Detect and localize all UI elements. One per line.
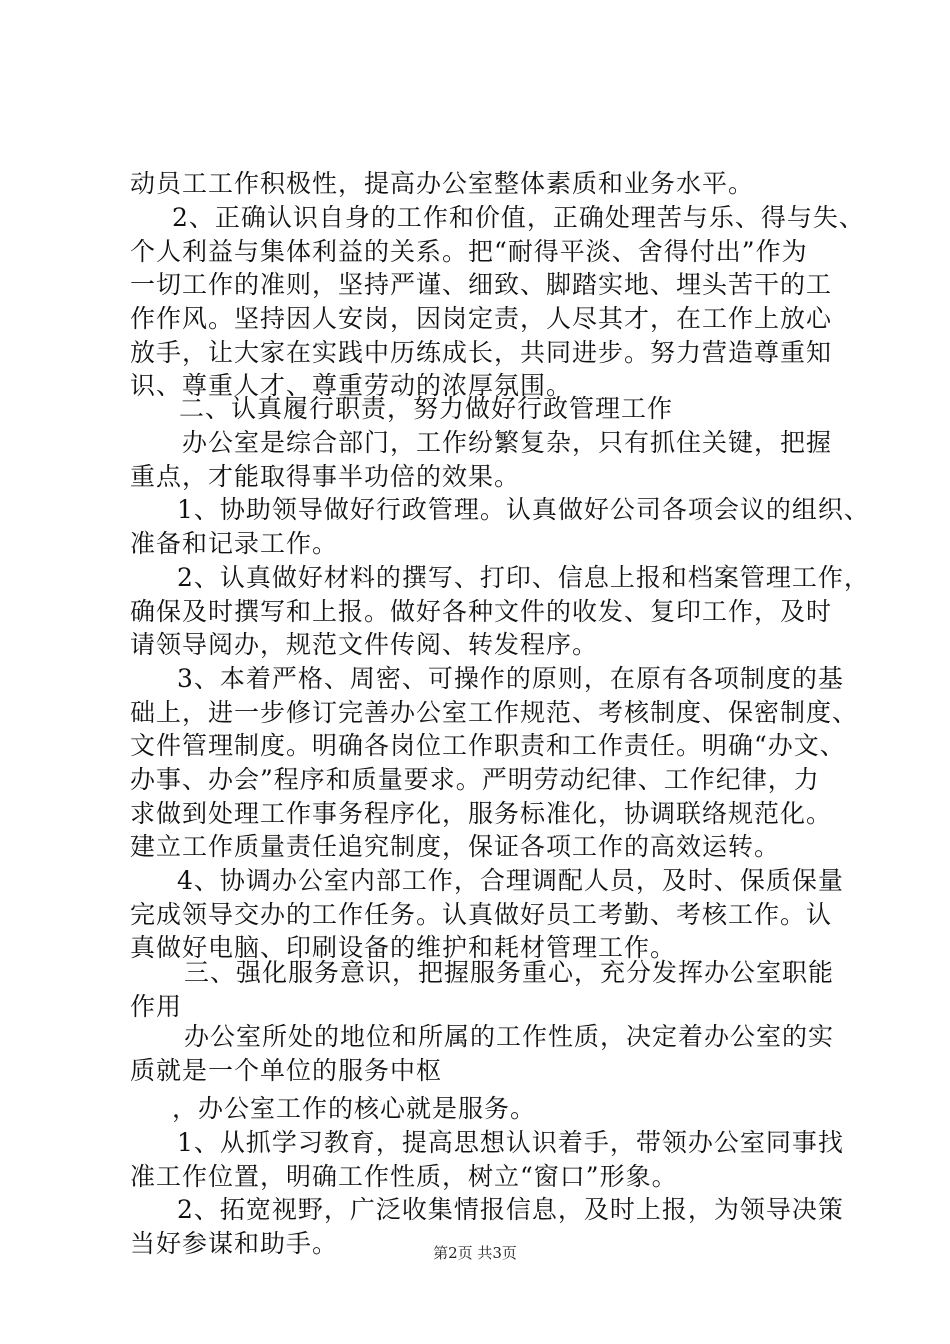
section-heading: 二、认真履行职责，努力做好行政管理工作	[179, 394, 674, 423]
text-line: 2、认真做好材料的撰写、打印、信息上报和档案管理工作，	[177, 563, 870, 592]
text-line: 准备和记录工作。	[130, 529, 339, 558]
text-line: 文件管理制度。明确各岗位工作职责和工作责任。明确“办文、	[130, 731, 846, 760]
text-line: 质就是一个单位的服务中枢	[130, 1056, 443, 1085]
section-heading: 三、强化服务意识，把握服务重心，充分发挥办公室职能	[184, 958, 835, 987]
text-line: 识、尊重人才、尊重劳动的浓厚氛围。	[130, 371, 573, 400]
text-line: 办公室所处的地位和所属的工作性质，决定着办公室的实	[184, 1022, 835, 1051]
text-line: 真做好电脑、印刷设备的维护和耗材管理工作。	[130, 933, 677, 962]
text-line: 求做到处理工作事务程序化，服务标准化，协调联络规范化。	[130, 799, 833, 828]
text-line: ，办公室工作的核心就是服务。	[172, 1094, 537, 1123]
text-line: 个人利益与集体利益的关系。把“耐得平淡、舍得付出”作为	[130, 237, 808, 266]
text-line: 础上，进一步修订完善办公室工作规范、考核制度、保密制度、	[130, 698, 859, 727]
page-number-footer: 第2页 共3页	[433, 1244, 517, 1262]
text-line: 准工作位置，明确工作性质，树立“窗口”形象。	[130, 1162, 678, 1191]
text-line: 完成领导交办的工作任务。认真做好员工考勤、考核工作。认	[130, 900, 833, 929]
text-line: 放手，让大家在实践中历练成长，共同进步。努力营造尊重知	[130, 338, 833, 367]
text-line: 确保及时撰写和上报。做好各种文件的收发、复印工作，及时	[130, 597, 833, 626]
text-line: 作作风。坚持因人安岗，因岗定责，人尽其才，在工作上放心	[130, 304, 833, 333]
section-heading-continued: 作用	[130, 992, 183, 1021]
text-line: 1、协助领导做好行政管理。认真做好公司各项会议的组织、	[177, 495, 870, 524]
text-line: 建立工作质量责任追究制度，保证各项工作的高效运转。	[130, 832, 781, 861]
text-line: 3、本着严格、周密、可操作的原则，在原有各项制度的基	[177, 664, 844, 693]
text-line: 动员工工作积极性，提高办公室整体素质和业务水平。	[130, 169, 755, 198]
text-line: 办事、办会”程序和质量要求。严明劳动纪律、工作纪律，力	[130, 765, 820, 794]
text-line: 2、拓宽视野，广泛收集情报信息，及时上报，为领导决策	[177, 1195, 844, 1224]
text-line: 2、正确认识自身的工作和价值，正确处理苦与乐、得与失、	[172, 203, 865, 232]
text-line: 请领导阅办，规范文件传阅、转发程序。	[130, 630, 599, 659]
text-line: 当好参谋和助手。	[130, 1229, 339, 1258]
text-line: 一切工作的准则，坚持严谨、细致、脚踏实地、埋头苦干的工	[130, 270, 833, 299]
text-line: 1、从抓学习教育，提高思想认识着手，带领办公室同事找	[177, 1128, 844, 1157]
text-line: 4、协调办公室内部工作，合理调配人员，及时、保质保量	[177, 866, 844, 895]
text-line: 重点，才能取得事半功倍的效果。	[130, 462, 521, 491]
text-line: 办公室是综合部门，工作纷繁复杂，只有抓住关键，把握	[182, 428, 833, 457]
